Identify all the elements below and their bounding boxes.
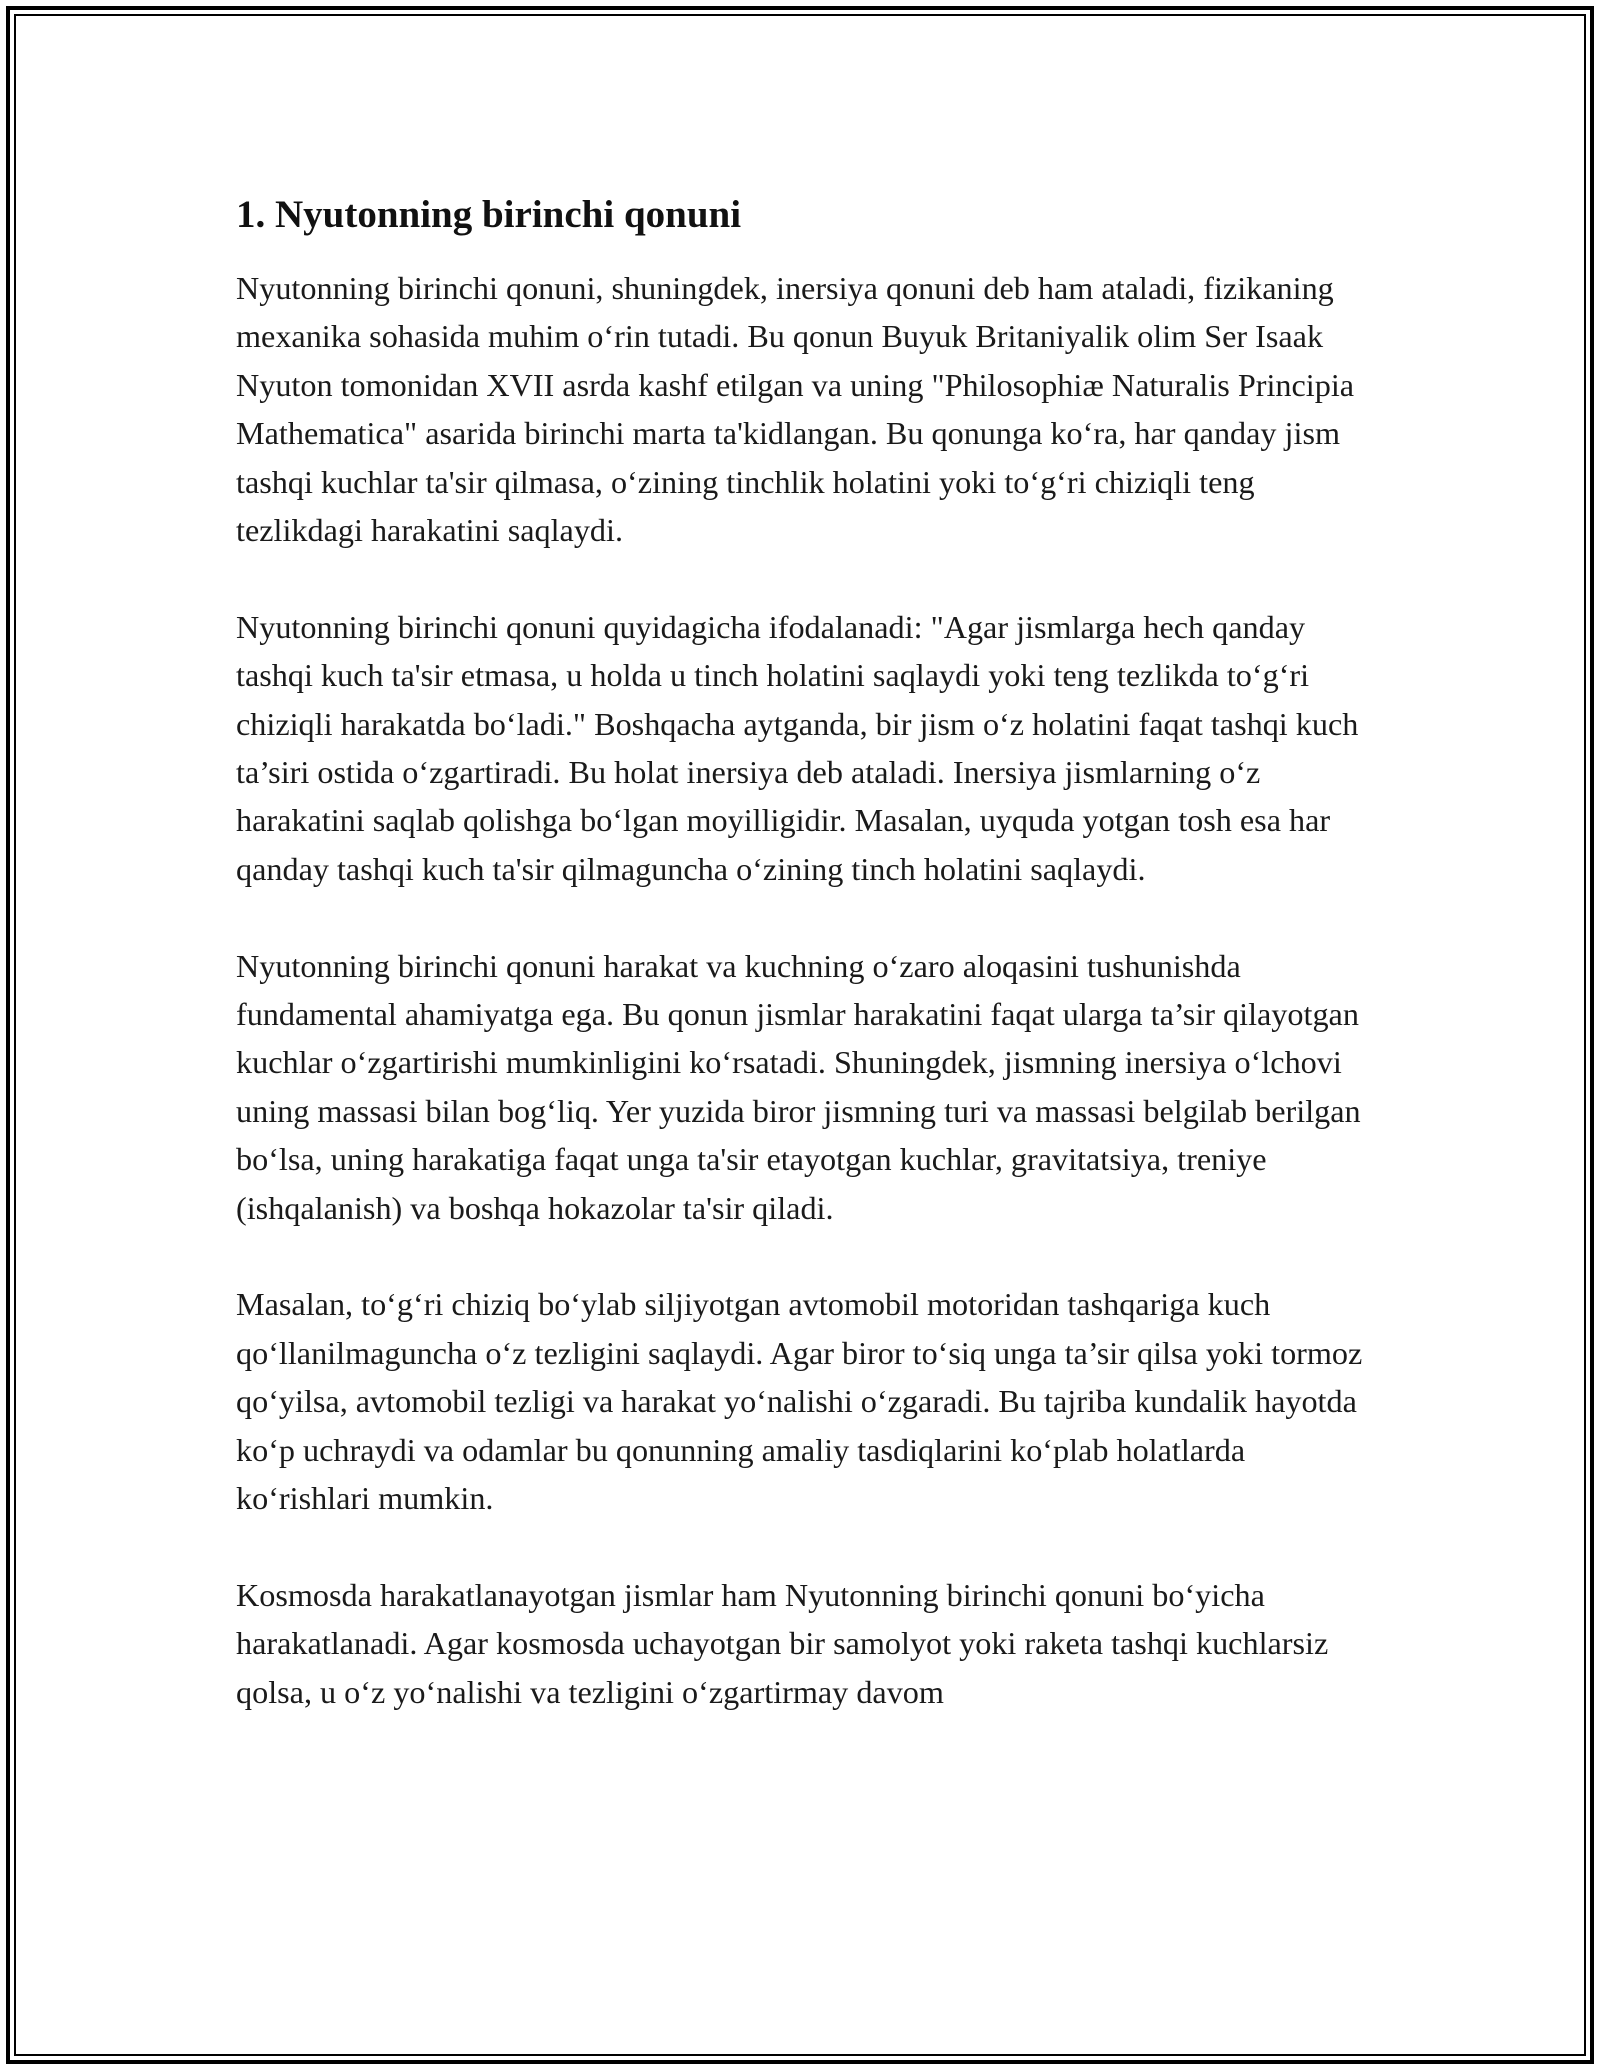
paragraph-5: Kosmosda harakatlanayotgan jismlar ham Nyutonning birinchi qonuni bo‘yicha harakatlanadi. Agar kosmosda uchayotgan bir samolyot yoki raketa tashqi kuchlarsiz qolsa, u o‘z yo‘nalishi va tezligini o‘zgartirmay davom	[236, 1576, 1329, 1710]
document-body	[236, 188, 1366, 1716]
paragraph-3: Nyutonning birinchi qonuni harakat va kuchning o‘zaro aloqasini tushunishda fundamental ahamiyatga ega. Bu qonun jismlar harakatini faqat ularga ta’sir qilayotgan kuchlar o‘zgartirishi mumkinligini ko‘rsatadi. Shuningdek, jismning inersiya o‘lchovi uning massasi bilan bog‘liq. Yer yuzida biror jismning turi va massasi belgilab berilgan bo‘lsa, uning harakatiga faqat unga ta'sir etayotgan kuchlar, gravitatsiya, treniye (ishqalanish) va boshqa hokazolar ta'sir qiladi.	[236, 947, 1361, 1226]
paragraph-4: Masalan, to‘g‘ri chiziq bo‘ylab siljiyotgan avtomobil motoridan tashqariga kuch qo‘llanilmaguncha o‘z tezligini saqlaydi. Agar biror to‘siq unga ta’sir qilsa yoki tormoz qo‘yilsa, avtomobil tezligi va harakat yo‘nalishi o‘zgaradi. Bu tajriba kundalik hayotda ko‘p uchraydi va odamlar bu qonunning amaliy tasdiqlarini ko‘plab holatlarda ko‘rishlari mumkin.	[236, 1286, 1363, 1517]
paragraph-2: Nyutonning birinchi qonuni quyidagicha ifodalanadi: "Agar jismlarga hech qanday tashqi kuch ta'sir etmasa, u holda u tinch holatini saqlaydi yoki teng tezlikda to‘g‘ri chiziqli harakatda bo‘ladi." Boshqacha aytganda, bir jism o‘z holatini faqat tashqi kuch ta’siri ostida o‘zgartiradi. Bu holat inersiya deb ataladi. Inersiya jismlarning o‘z harakatini saqlab qolishga bo‘lgan moyilligidir. Masalan, uyquda yotgan tosh esa har qanday tashqi kuch ta'sir qilmaguncha o‘zining tinch holatini saqlaydi.	[236, 608, 1359, 887]
section-title: 1. Nyutonning birinchi qonuni	[236, 193, 742, 236]
paragraph-1: Nyutonning birinchi qonuni, shuningdek, inersiya qonuni deb ham ataladi, fizikaning mexanika sohasida muhim o‘rin tutadi. Bu qonun Buyuk Britaniyalik olim Ser Isaak Nyuton tomonidan XVII asrda kashf etilgan va uning "Philosophiæ Naturalis Principia Mathematica" asarida birinchi marta ta'kidlangan. Bu qonunga ko‘ra, har qanday jism tashqi kuchlar ta'sir qilmasa, o‘zining tinchlik holatini yoki to‘g‘ri chiziqli teng tezlikdagi harakatini saqlaydi.	[236, 270, 1355, 549]
